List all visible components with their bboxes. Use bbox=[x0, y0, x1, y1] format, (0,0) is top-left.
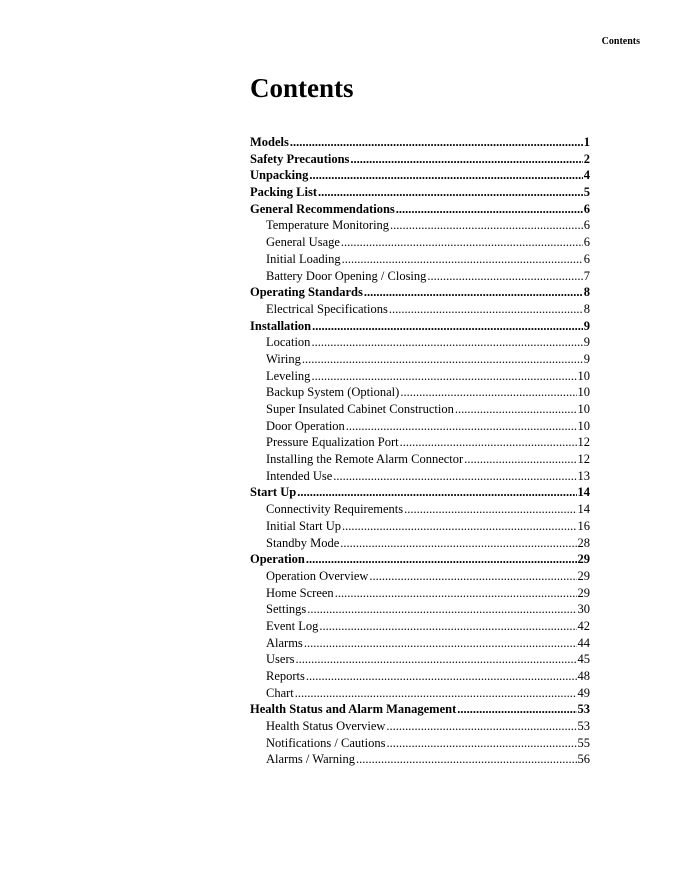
toc-subsection-entry[interactable] bbox=[250, 735, 590, 752]
toc-subsection-entry[interactable] bbox=[250, 585, 590, 602]
toc-dot-leader bbox=[364, 284, 583, 301]
toc-subsection-entry[interactable] bbox=[250, 468, 590, 485]
toc-entry-title: Standby Mode bbox=[266, 535, 340, 550]
toc-entry-title: Initial Loading bbox=[266, 251, 341, 266]
toc-entry-title: Installation bbox=[250, 318, 312, 333]
toc-page-number: 10 bbox=[577, 385, 590, 400]
toc-page-number: 45 bbox=[577, 652, 590, 667]
toc-page-number: 48 bbox=[577, 669, 590, 683]
toc-dot-leader bbox=[297, 484, 576, 501]
toc-entry-title: Pressure Equalization Port bbox=[266, 435, 399, 450]
toc-dot-leader bbox=[350, 151, 582, 168]
toc-dot-leader bbox=[307, 601, 576, 618]
toc-page-number: 6 bbox=[583, 251, 590, 266]
toc-entry-title: Installing the Remote Alarm Connector bbox=[266, 452, 464, 467]
toc-page-number: 53 bbox=[577, 719, 590, 734]
toc-entry-title: Users bbox=[266, 652, 295, 667]
toc-subsection-entry[interactable] bbox=[250, 718, 590, 735]
toc-entry-title: Safety Precautions bbox=[250, 151, 350, 166]
toc-section-entry[interactable] bbox=[250, 284, 590, 301]
toc-entry-title: Start Up bbox=[250, 485, 297, 500]
toc-page-number: 5 bbox=[583, 185, 590, 200]
toc-dot-leader bbox=[333, 468, 576, 485]
toc-dot-leader bbox=[309, 167, 582, 184]
toc-entry-title: Settings bbox=[266, 602, 307, 617]
toc-page-number: 56 bbox=[577, 752, 590, 767]
toc-dot-leader bbox=[396, 201, 583, 218]
toc-entry-title: Operating Standards bbox=[250, 285, 363, 300]
toc-dot-leader bbox=[389, 301, 583, 318]
toc-dot-leader bbox=[346, 418, 577, 435]
toc-page-number: 12 bbox=[577, 452, 590, 467]
toc-dot-leader bbox=[400, 384, 576, 401]
toc-dot-leader bbox=[290, 134, 583, 151]
toc-entry-title: Alarms bbox=[266, 635, 303, 650]
toc-page-number: 9 bbox=[583, 351, 590, 366]
toc-subsection-entry[interactable] bbox=[250, 368, 590, 385]
toc-dot-leader bbox=[404, 501, 576, 518]
toc-entry-title: Notifications / Cautions bbox=[266, 735, 386, 750]
toc-page-number: 16 bbox=[577, 518, 590, 533]
toc-dot-leader bbox=[302, 351, 583, 368]
toc-entry-title: Door Operation bbox=[266, 418, 345, 433]
toc-entry-title: Reports bbox=[266, 669, 305, 683]
toc-entry-title: Super Insulated Cabinet Construction bbox=[266, 402, 454, 416]
toc-entry-title: Models bbox=[250, 135, 289, 149]
toc-section-entry[interactable] bbox=[250, 151, 590, 168]
toc-entry-title: Temperature Monitoring bbox=[266, 218, 390, 233]
toc-page-number: 6 bbox=[583, 235, 590, 250]
toc-dot-leader bbox=[356, 751, 576, 768]
toc-dot-leader bbox=[464, 451, 576, 468]
toc-page-number: 49 bbox=[577, 685, 590, 700]
toc-page-number: 28 bbox=[577, 535, 590, 550]
toc-page-number: 6 bbox=[583, 218, 590, 233]
toc-page-number: 10 bbox=[577, 368, 590, 383]
toc-subsection-entry[interactable] bbox=[250, 535, 590, 552]
toc-subsection-entry[interactable] bbox=[250, 751, 590, 768]
toc-page-number: 29 bbox=[577, 552, 590, 567]
toc-entry-title: Health Status and Alarm Management bbox=[250, 702, 457, 717]
toc-entry-title: Leveling bbox=[266, 368, 311, 383]
toc-subsection-entry[interactable] bbox=[250, 668, 590, 685]
toc-subsection-entry[interactable] bbox=[250, 234, 590, 251]
toc-dot-leader bbox=[341, 234, 583, 251]
toc-entry-title: Initial Start Up bbox=[266, 518, 341, 533]
toc-subsection-entry[interactable] bbox=[250, 434, 590, 451]
toc-page-number: 42 bbox=[577, 618, 590, 633]
toc-entry-title: General Usage bbox=[266, 235, 340, 250]
toc-dot-leader bbox=[306, 551, 577, 568]
toc-dot-leader bbox=[455, 401, 577, 418]
toc-entry-title: Alarms / Warning bbox=[266, 752, 356, 767]
toc-page-number: 14 bbox=[577, 485, 590, 500]
toc-page-number: 29 bbox=[577, 585, 590, 600]
toc-page-number: 8 bbox=[583, 301, 590, 316]
toc-page-number: 12 bbox=[577, 435, 590, 450]
toc-subsection-entry[interactable] bbox=[250, 251, 590, 268]
toc-page-number: 13 bbox=[577, 468, 590, 483]
toc-dot-leader bbox=[312, 318, 583, 335]
toc-dot-leader bbox=[340, 535, 576, 552]
toc-entry-title: Operation bbox=[250, 552, 305, 567]
toc-section-entry[interactable] bbox=[250, 551, 590, 568]
toc-subsection-entry[interactable] bbox=[250, 501, 590, 518]
toc-page-number: 4 bbox=[583, 168, 590, 183]
toc-subsection-entry[interactable] bbox=[250, 401, 590, 418]
toc-page-number: 53 bbox=[577, 702, 590, 717]
toc-entry-title: Unpacking bbox=[250, 168, 309, 183]
toc-dot-leader bbox=[295, 685, 577, 702]
toc-dot-leader bbox=[319, 618, 576, 635]
page-title: Contents bbox=[250, 73, 354, 103]
toc-entry-title: General Recommendations bbox=[250, 201, 395, 216]
toc-page-number: 55 bbox=[577, 735, 590, 750]
toc-entry-title: Backup System (Optional) bbox=[266, 385, 400, 400]
toc-dot-leader bbox=[427, 268, 582, 285]
toc-subsection-entry[interactable] bbox=[250, 568, 590, 585]
toc-subsection-entry[interactable] bbox=[250, 651, 590, 668]
toc-page-number: 44 bbox=[577, 635, 590, 650]
toc-subsection-entry[interactable] bbox=[250, 418, 590, 435]
toc-dot-leader bbox=[386, 735, 576, 752]
toc-entry-title: Health Status Overview bbox=[266, 719, 386, 734]
toc-subsection-entry[interactable] bbox=[250, 685, 590, 702]
toc-entry-title: Operation Overview bbox=[266, 568, 369, 583]
toc-dot-leader bbox=[342, 518, 577, 535]
toc-page-number: 1 bbox=[583, 135, 590, 149]
toc-entry-title: Connectivity Requirements bbox=[266, 502, 404, 517]
toc-dot-leader bbox=[457, 701, 576, 718]
toc-page-number: 10 bbox=[577, 418, 590, 433]
toc-page-number: 30 bbox=[577, 602, 590, 617]
toc-entry-title: Event Log bbox=[266, 618, 319, 633]
toc-dot-leader bbox=[306, 668, 577, 685]
toc-section-entry[interactable] bbox=[250, 484, 590, 501]
toc-subsection-entry[interactable] bbox=[250, 268, 590, 285]
toc-dot-leader bbox=[335, 585, 577, 602]
running-header: Contents bbox=[601, 36, 640, 47]
toc-subsection-entry[interactable] bbox=[250, 217, 590, 234]
toc-dot-leader bbox=[386, 718, 576, 735]
toc-page-number: 14 bbox=[577, 502, 590, 517]
toc-dot-leader bbox=[400, 434, 577, 451]
toc-page-number: 6 bbox=[583, 201, 590, 216]
toc-section-entry[interactable] bbox=[250, 134, 590, 151]
toc-page-number: 9 bbox=[583, 318, 590, 333]
toc-page-number: 7 bbox=[583, 268, 590, 283]
toc-page-number: 8 bbox=[583, 285, 590, 300]
toc-page-number: 29 bbox=[577, 568, 590, 583]
toc-dot-leader bbox=[369, 568, 576, 585]
toc-subsection-entry[interactable] bbox=[250, 518, 590, 535]
toc-dot-leader bbox=[295, 651, 576, 668]
toc-entry-title: Location bbox=[266, 335, 311, 350]
toc-section-entry[interactable] bbox=[250, 184, 590, 201]
toc-entry-title: Chart bbox=[266, 685, 294, 700]
toc-subsection-entry[interactable] bbox=[250, 451, 590, 468]
table-of-contents bbox=[250, 134, 590, 768]
toc-page-number: 2 bbox=[583, 151, 590, 166]
toc-section-entry[interactable] bbox=[250, 318, 590, 335]
toc-dot-leader bbox=[304, 635, 577, 652]
toc-subsection-entry[interactable] bbox=[250, 351, 590, 368]
toc-subsection-entry[interactable] bbox=[250, 618, 590, 635]
toc-entry-title: Wiring bbox=[266, 351, 301, 366]
toc-section-entry[interactable] bbox=[250, 701, 590, 718]
toc-entry-title: Electrical Specifications bbox=[266, 301, 388, 316]
toc-page-number: 9 bbox=[583, 335, 590, 350]
toc-dot-leader bbox=[342, 251, 583, 268]
toc-entry-title: Home Screen bbox=[266, 585, 334, 600]
toc-section-entry[interactable] bbox=[250, 201, 590, 218]
toc-subsection-entry[interactable] bbox=[250, 601, 590, 618]
toc-dot-leader bbox=[318, 184, 583, 201]
toc-entry-title: Battery Door Opening / Closing bbox=[266, 268, 427, 283]
toc-subsection-entry[interactable] bbox=[250, 635, 590, 652]
toc-dot-leader bbox=[311, 334, 582, 351]
toc-dot-leader bbox=[311, 368, 576, 385]
toc-subsection-entry[interactable] bbox=[250, 384, 590, 401]
toc-dot-leader bbox=[390, 217, 583, 234]
toc-entry-title: Intended Use bbox=[266, 468, 333, 483]
toc-subsection-entry[interactable] bbox=[250, 334, 590, 351]
toc-page-number: 10 bbox=[577, 402, 590, 416]
toc-entry-title: Packing List bbox=[250, 185, 318, 200]
toc-subsection-entry[interactable] bbox=[250, 301, 590, 318]
toc-section-entry[interactable] bbox=[250, 167, 590, 184]
